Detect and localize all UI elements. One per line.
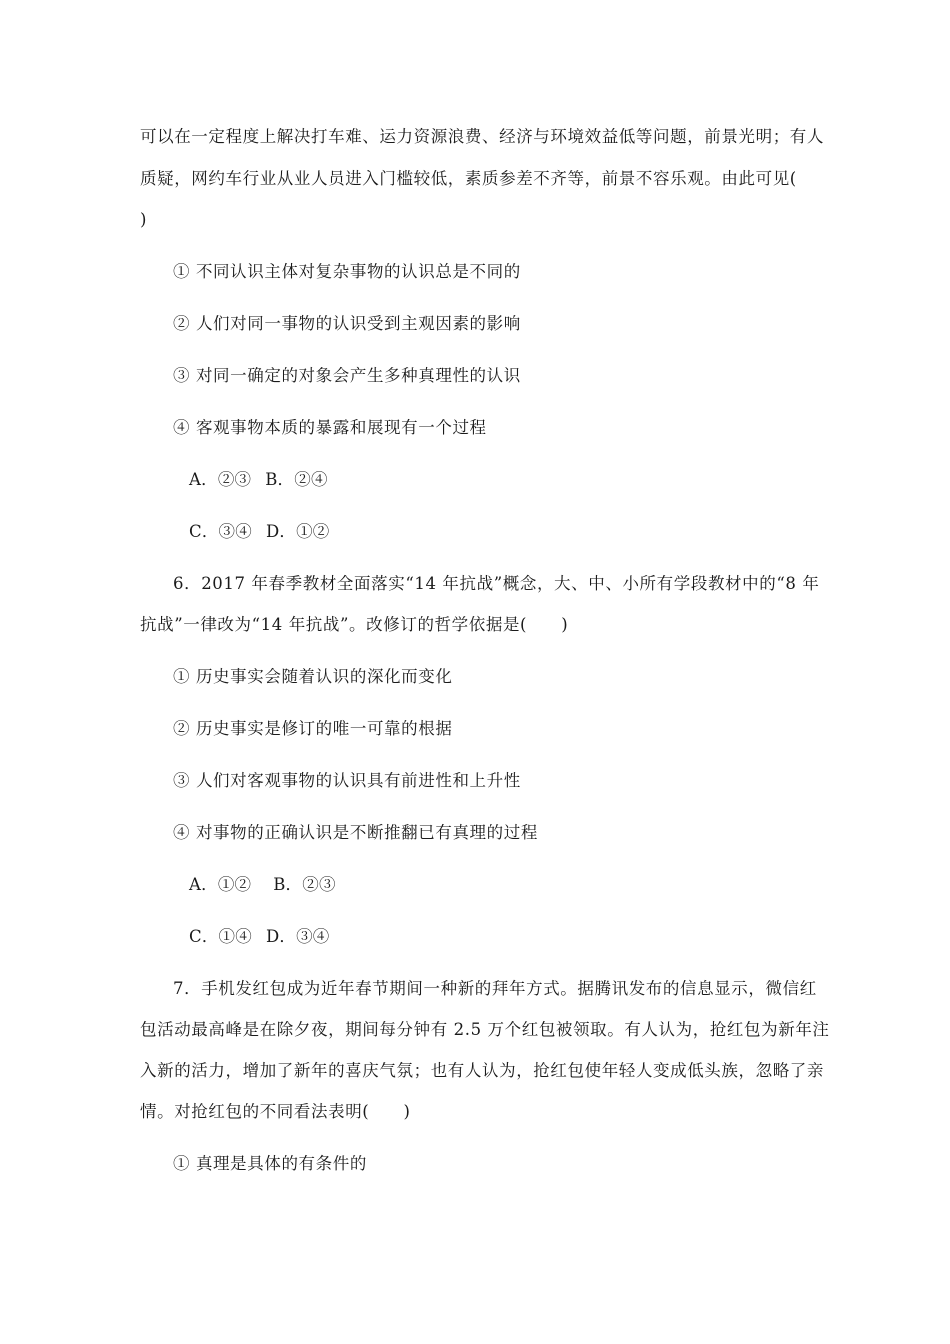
q6-option-1: ① 历史事实会随着认识的深化而变化 <box>173 667 453 686</box>
q5-choice-a: A．②③ <box>189 470 252 489</box>
q6-choices-ab <box>189 875 336 895</box>
q6-choice-b: B．②③ <box>273 875 336 894</box>
q5-option-4: ④ 客观事物本质的暴露和展现有一个过程 <box>173 418 487 437</box>
q5-stem-line-1: 可以在一定程度上解决打车难、运力资源浪费、经济与环境效益低等问题，前景光明；有人 <box>140 127 824 146</box>
q6-stem-line-2: 抗战”一律改为“14 年抗战”。改修订的哲学依据是( ) <box>140 615 569 634</box>
q7-stem-line-4: 情。对抢红包的不同看法表明( ) <box>140 1102 411 1121</box>
q6-choice-c: C．①④ <box>189 927 252 946</box>
q7-stem-line-1: 7．手机发红包成为近年春节期间一种新的拜年方式。据腾讯发布的信息显示，微信红 <box>173 979 817 998</box>
q5-option-1: ① 不同认识主体对复杂事物的认识总是不同的 <box>173 262 521 281</box>
q6-choice-d: D．③④ <box>265 927 330 946</box>
q6-option-4: ④ 对事物的正确认识是不断推翻已有真理的过程 <box>173 823 538 842</box>
q5-choice-b: B．②④ <box>265 470 328 489</box>
q6-stem-line-1: 6．2017 年春季教材全面落实“14 年抗战”概念，大、中、小所有学段教材中的“8 年 <box>173 574 820 593</box>
q7-stem-line-2: 包活动最高峰是在除夕夜，期间每分钟有 2.5 万个红包被领取。有人认为，抢红包为新年注 <box>140 1020 830 1039</box>
q7-option-1: ① 真理是具体的有条件的 <box>173 1154 367 1173</box>
q5-option-3: ③ 对同一确定的对象会产生多种真理性的认识 <box>173 366 521 385</box>
q6-choices-cd <box>189 927 329 947</box>
q5-stem-line-3: ) <box>140 210 148 229</box>
q5-option-2: ② 人们对同一事物的认识受到主观因素的影响 <box>173 314 521 333</box>
q6-option-2: ② 历史事实是修订的唯一可靠的根据 <box>173 719 453 738</box>
q5-choices-cd <box>189 522 329 542</box>
q5-choice-d: D．①② <box>265 522 330 541</box>
q7-stem-line-3: 入新的活力，增加了新年的喜庆气氛；也有人认为，抢红包使年轻人变成低头族，忽略了亲 <box>140 1061 824 1080</box>
q5-choices-ab <box>189 470 328 490</box>
q5-stem-line-2: 质疑，网约车行业从业人员进入门槛较低，素质参差不齐等，前景不容乐观。由此可见( <box>140 169 797 188</box>
q6-option-3: ③ 人们对客观事物的认识具有前进性和上升性 <box>173 771 521 790</box>
q6-choice-a: A．①② <box>189 875 252 894</box>
q5-choice-c: C．③④ <box>189 522 252 541</box>
